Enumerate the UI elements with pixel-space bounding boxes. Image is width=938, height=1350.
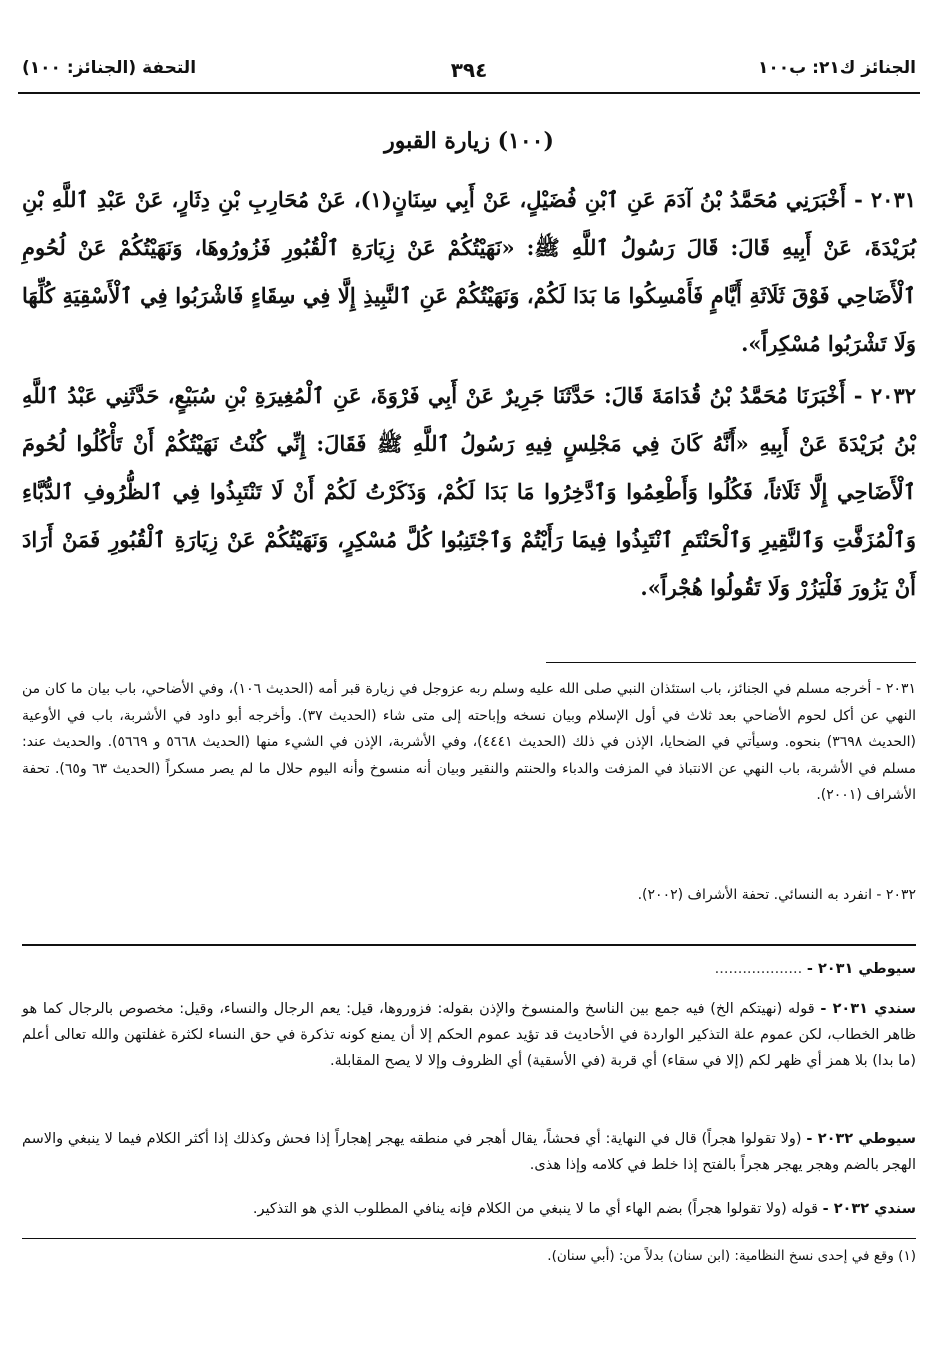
hadith-2032 [22, 372, 916, 612]
commentary-text: قوله (ولا تقولوا هجراً) بضم الهاء أي ما لا ينبغي من الكلام فإنه ينافي المطلوب الذي هو التذكير. [252, 1201, 818, 1217]
commentary-label: سيوطي ٢٠٣١ - [806, 961, 916, 977]
page-number: ٣٩٤ [450, 58, 488, 82]
footnote: (١) وقع في إحدى نسخ النظامية: (ابن سنان) بدلاً من: (أبي سنان). [547, 1248, 916, 1264]
commentary-text: قوله (نهيتكم الخ) فيه جمع بين الناسخ والمنسوخ والإذن بقوله: فزوروها، قيل: يعم الرجال والنساء، وقيل: مخصوص بالرجال كما هو ظاهر الخطاب، لكن عموم علة التذكير الواردة في الأحاديث قد تؤيد عموم الحكم إلا أن يمنع كونه تذكرة في حق النساء لكثرة غفلتهن والله تعالى أعلم (ما بدا) بلا همز أي ظهر لكم (إلا في سقاء) أي قربة (في الأسقية) أي الظروف وإلا لا يصح المقابلة. [22, 1001, 916, 1069]
commentary-divider [22, 944, 916, 946]
commentary-dots: ................... [714, 961, 803, 977]
commentary-text: (ولا تقولوا هجراً) قال في النهاية: أي فحشاً، يقال أهجر في منطقه يهجر إهجاراً إذا فحش وكذلك إذا أكثر الكلام فيما لا ينبغي والاسم الهجر بالضم وهجر يهجر هجراً بالفتح إذا خلط في كلامه وإذا هذى. [22, 1131, 916, 1173]
hadith-2031 [22, 176, 916, 368]
hadith-text: أَخْبَرَنِي مُحَمَّدُ بْنُ آدَمَ عَنِ ٱبْنِ فُضَيْلٍ، عَنْ أَبِي سِنَانٍ(١)، عَنْ مُحَارِبِ بْنِ دِثَارٍ، عَنْ عَبْدِ ٱللَّهِ بْنِ بُرَيْدَةَ، عَنْ أَبِيهِ قَالَ: قَالَ رَسُولُ ٱللَّهِ ﷺ: «نَهَيْتُكُمْ عَنْ زِيَارَةِ ٱلْقُبُورِ فَزُورُوهَا، وَنَهَيْتُكُمْ عَنْ لُحُومِ ٱلْأَضَاحِي فَوْقَ ثَلَاثَةِ أَيَّامٍ فَأَمْسِكُوا مَا بَدَا لَكُمْ، وَنَهَيْتُكُمْ عَنِ ٱلنَّبِيذِ إِلَّا فِي سِقَاءٍ فَاشْرَبُوا فِي ٱلْأَسْقِيَةِ كُلِّهَا وَلَا تَشْرَبُوا مُسْكِراً». [22, 187, 916, 356]
notes-divider [546, 662, 916, 663]
header-tuhfa-ref: التحفة (الجنائز: ١٠٠) [22, 58, 197, 78]
footnote-divider [22, 1238, 916, 1239]
section-title: (١٠٠) زيارة القبور [384, 128, 554, 154]
header-divider [18, 92, 920, 94]
commentary-label: سندي ٢٠٣١ - [820, 1001, 917, 1017]
commentary-label: سيوطي ٢٠٣٢ - [806, 1131, 916, 1147]
commentary-label: سندي ٢٠٣٢ - [822, 1201, 916, 1217]
commentary-sindi-2031 [22, 996, 916, 1074]
hadith-number: ٢٠٣١ - [854, 187, 917, 212]
commentary-suyuti-2032 [22, 1126, 916, 1178]
commentary-sindi-2032 [22, 1196, 916, 1222]
commentary-suyuti-2031 [22, 956, 916, 982]
hadith-text: أَخْبَرَنَا مُحَمَّدُ بْنُ قُدَامَةَ قَالَ: حَدَّثَنَا جَرِيرٌ عَنْ أَبِي فَرْوَةَ، عَنِ ٱلْمُغِيرَةِ بْنِ سُبَيْعٍ، حَدَّثَنِي عَبْدُ ٱللَّهِ بْنُ بُرَيْدَةَ عَنْ أَبِيهِ «أَنَّهُ كَانَ فِي مَجْلِسٍ فِيهِ رَسُولُ ٱللَّهِ ﷺ فَقَالَ: إِنِّي كُنْتُ نَهَيْتُكُمْ أَنْ تَأْكُلُوا لُحُومَ ٱلْأَضَاحِي إِلَّا ثَلَاثاً، فَكُلُوا وَأَطْعِمُوا وَٱدَّخِرُوا مَا بَدَا لَكُمْ، وَذَكَرْتُ لَكُمْ أَنْ لَا تَنْتَبِذُوا فِي ٱلظُّرُوفِ ٱلدُّبَّاءِ وَٱلْمُزَفَّتِ وَٱلنَّقِيرِ وَٱلْحَنْتَمِ ٱنْتَبِذُوا فِيمَا رَأَيْتُمْ وَٱجْتَنِبُوا كُلَّ مُسْكِرٍ، وَنَهَيْتُكُمْ عَنْ زِيَارَةِ ٱلْقُبُورِ فَمَنْ أَرَادَ أَنْ يَزُورَ فَلْيَزُرْ وَلَا تَقُولُوا هُجْراً». [22, 383, 916, 600]
header-book-ref: الجنائز ك٢١: ب١٠٠ [758, 58, 916, 78]
note-2032: ٢٠٣٢ - انفرد به النسائي. تحفة الأشراف (٢٠٠٢). [637, 887, 916, 903]
hadith-number: ٢٠٣٢ - [853, 383, 917, 408]
page-header [22, 58, 916, 88]
note-2031: ٢٠٣١ - أخرجه مسلم في الجنائز، باب استئذان النبي صلى الله عليه وسلم ربه عزوجل في زيارة قبر أمه (الحديث ١٠٦)، وفي الأضاحي، باب بيان ما كان من النهي عن أكل لحوم الأضاحي بعد ثلاث في أول الإسلام وبيان نسخه وإباحته إلى متى شاء (الحديث ٣٧). وأخرجه أبو داود في الأشربة، باب في الأوعية (الحديث ٣٦٩٨) بنحوه. وسيأتي في الضحايا، الإذن في ذلك (الحديث ٤٤٤١)، وفي الأشربة، الإذن في الشيء منها (الحديث ٥٦٦٨ و ٥٦٦٩). والحديث عند: مسلم في الأشربة، باب النهي عن الانتباذ في المزفت والدباء والحنتم والنقير وبيان أنه منسوخ وأنه اليوم حلال ما لم يصر مسكراً (الحديث ٦٣ و٦٥). تحفة الأشراف (٢٠٠١). [22, 681, 917, 803]
